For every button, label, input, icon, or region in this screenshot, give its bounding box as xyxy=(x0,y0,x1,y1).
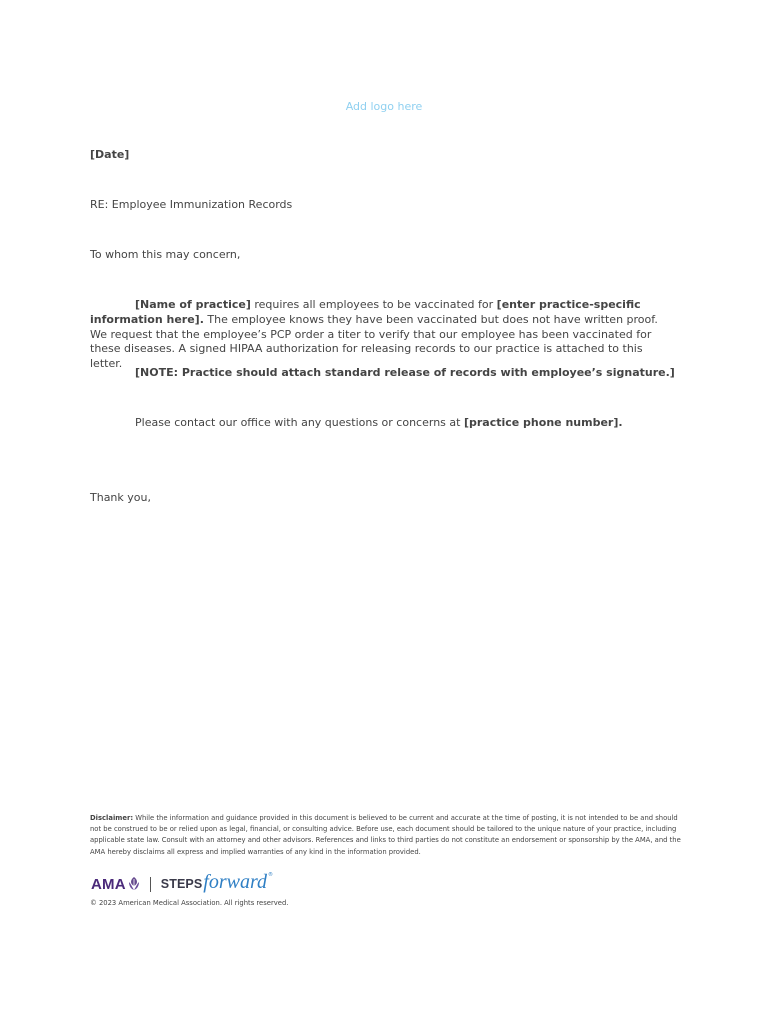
letter-date: [Date] xyxy=(90,148,130,161)
contact-end: . xyxy=(618,416,623,429)
closing: Thank you, xyxy=(90,491,151,504)
logo-placeholder: Add logo here xyxy=(345,100,423,113)
disclaimer xyxy=(90,813,682,858)
practice-name-placeholder: [Name of practice] xyxy=(135,298,251,311)
paragraph-text-b: The employee knows they have been vaccinated but does not have written proof. We request that the employee’s PCP order a titer to verify that our employee has been vaccinated for these diseases. A signed HIPAA authorization for releasing records to our practice is attached to this letter. xyxy=(90,312,658,371)
practice-info-placeholder: [enter practice-specific information here]. xyxy=(90,298,641,326)
contact-text: Please contact our office with any questions or concerns at xyxy=(135,416,464,429)
contact-line xyxy=(135,416,623,431)
steps-wordmark: STEPS xyxy=(160,877,203,891)
greeting: To whom this may concern, xyxy=(90,248,241,261)
note-line: [NOTE: Practice should attach standard release of records with employee’s signature.] xyxy=(135,366,675,379)
brand-divider xyxy=(150,877,151,892)
brand-logo xyxy=(91,872,273,896)
re-line: RE: Employee Immunization Records xyxy=(90,198,293,211)
body-paragraph xyxy=(90,298,666,372)
disclaimer-text: While the information and guidance provided in this document is believed to be current and accurate at the time of posting, it is not intended to be and should not be construed to be or relied upon as legal, financial, or consulting advice. Before use, each document should be tailored to the unique nature of your practice, including applicable state law. Consult with an attorney and other advisors. References and links to third parties do not constitute an endorsement or sponsorship by the AMA, and the AMA hereby disclaims all express and implied warranties of any kind in the information provided. xyxy=(90,814,681,856)
paragraph-text-a: requires all employees to be vaccinated for xyxy=(250,298,497,311)
ama-wordmark: AMA xyxy=(91,875,126,893)
forward-wordmark: forward xyxy=(203,870,267,893)
disclaimer-label: Disclaimer: xyxy=(90,814,134,822)
phone-placeholder: [practice phone number] xyxy=(463,416,619,429)
copyright: © 2023 American Medical Association. All rights reserved. xyxy=(90,899,289,907)
trademark-symbol: ® xyxy=(268,872,273,878)
ama-leaf-mark-icon xyxy=(127,876,141,892)
